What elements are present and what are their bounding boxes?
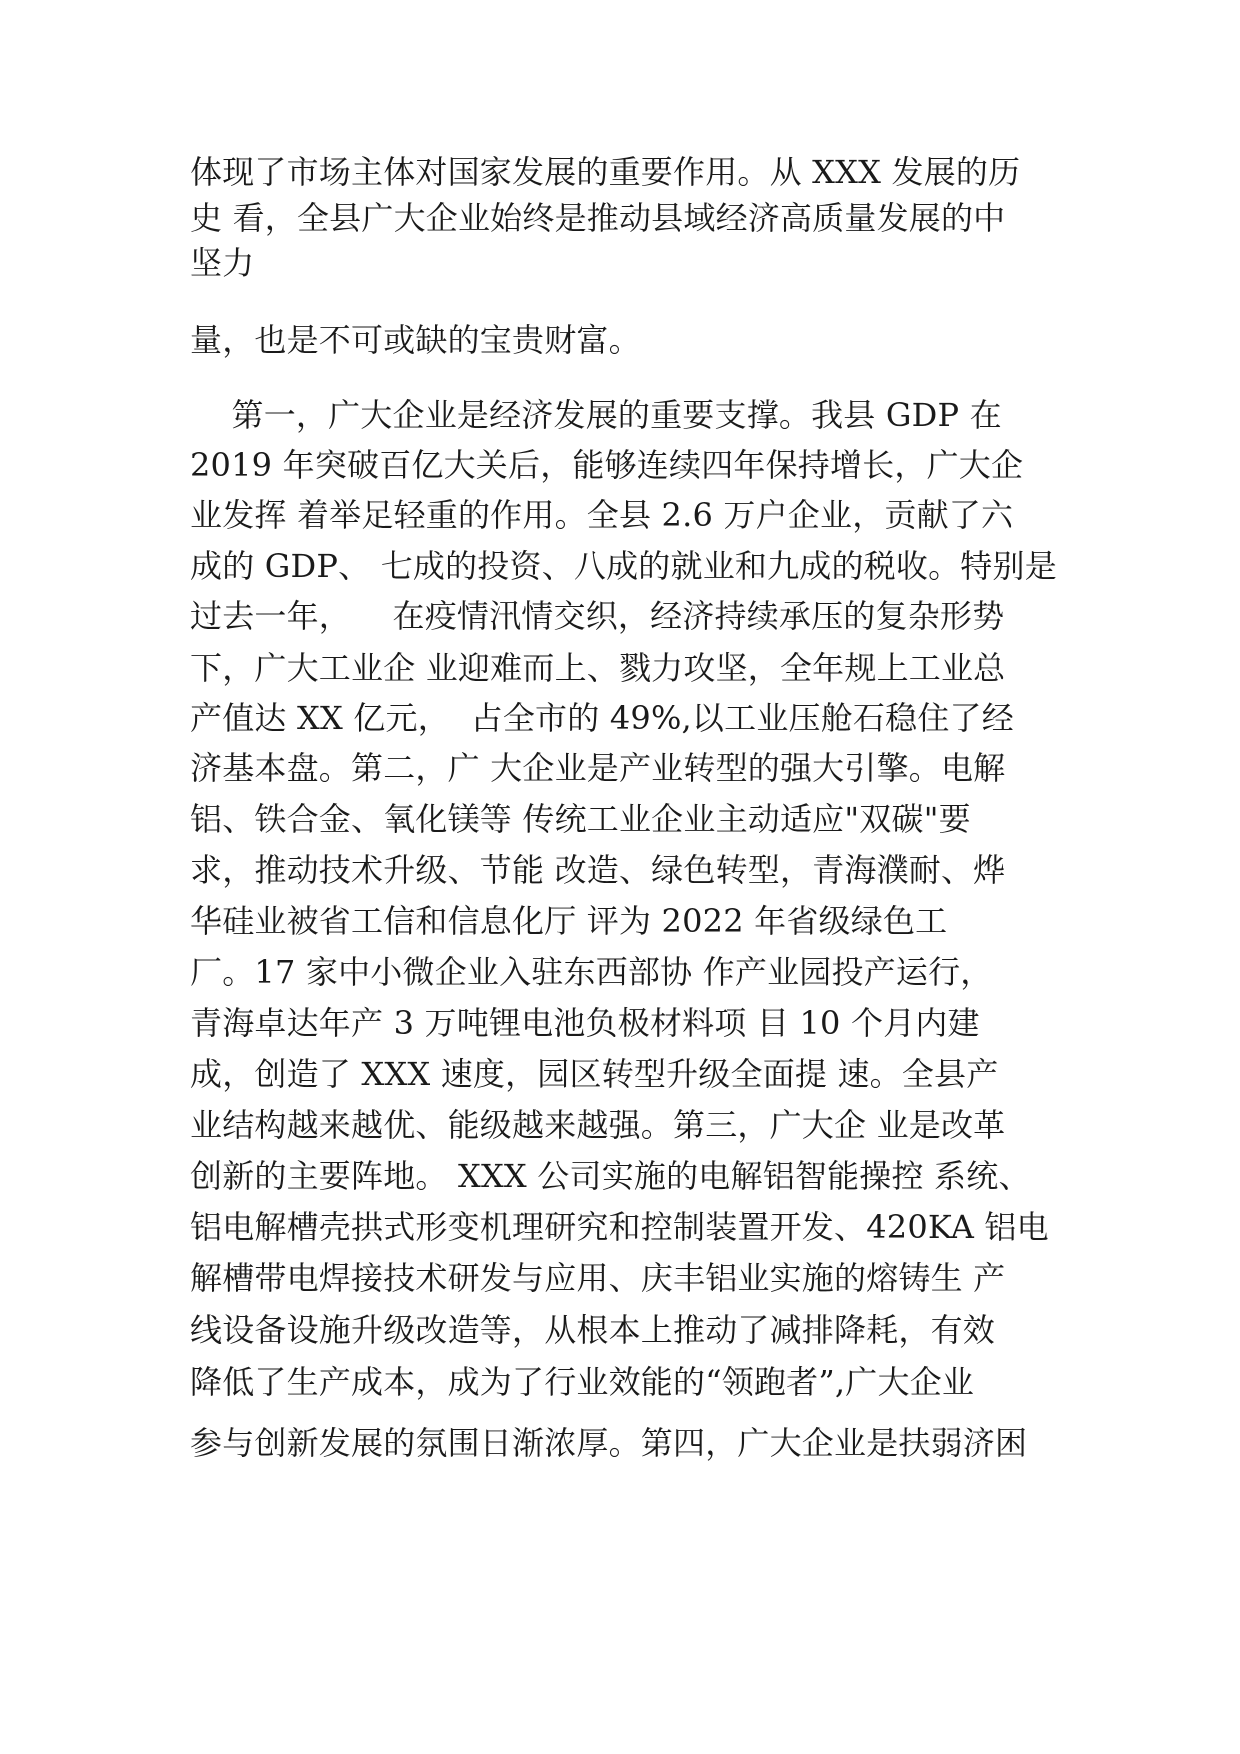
- text-line: 线设备设施升级改造等，从根本上推动了减排降耗，有效: [190, 1311, 996, 1349]
- text-line: 解槽带电焊接技术研发与应用、庆丰铝业实施的熔铸生 产: [190, 1259, 1006, 1297]
- text-line: 下，广大工业企 业迎难而上、戮力攻坚，全年规上工业总: [190, 649, 1006, 687]
- text-line: 量，也是不可或缺的宝贵财富。: [190, 321, 641, 359]
- text-line: 参与创新发展的氛围日渐浓厚。第四，广大企业是扶弱济困: [190, 1424, 1028, 1462]
- text-line: 史 看，全县广大企业始终是推动县域经济高质量发展的中: [190, 199, 1006, 237]
- text-line: 体现了市场主体对国家发展的重要作用。从 XXX 发展的历: [190, 153, 1021, 191]
- text-line: 创新的主要阵地。 XXX 公司实施的电解铝智能操控 系统、: [190, 1157, 1031, 1195]
- text-line: 铝、铁合金、氧化镁等 传统工业企业主动适应"双碳"要: [190, 800, 971, 838]
- text-line: 铝电解槽壳拱式形变机理研究和控制装置开发、420KA 铝电: [190, 1208, 1049, 1246]
- text-line: 过去一年， 在疫情汛情交织，经济持续承压的复杂形势: [190, 597, 1005, 635]
- text-line: 产值达 XX 亿元， 占全市的 49%,以工业压舱石稳住了经: [190, 699, 1014, 737]
- text-line: 坚力: [190, 244, 255, 282]
- text-line: 成，创造了 XXX 速度，园区转型升级全面提 速。全县产: [190, 1055, 999, 1093]
- text-line: 降低了生产成本，成为了行业效能的“领跑者”,广大企业: [190, 1363, 975, 1401]
- text-line: 业发挥 着举足轻重的作用。全县 2.6 万户企业，贡献了六: [190, 496, 1014, 534]
- text-line: 业结构越来越优、能级越来越强。第三，广大企 业是改革: [190, 1106, 1006, 1144]
- text-line: 青海卓达年产 3 万吨锂电池负极材料项 目 10 个月内建: [190, 1004, 980, 1042]
- text-line: 2019 年突破百亿大关后，能够连续四年保持增长，广大企: [190, 446, 1024, 484]
- text-line: 厂。17 家中小微企业入驻东西部协 作产业园投产运行，: [190, 953, 993, 991]
- text-line: 第一，广大企业是经济发展的重要支撑。我县 GDP 在: [190, 396, 1002, 434]
- text-line: 济基本盘。第二，广 大企业是产业转型的强大引擎。电解: [190, 749, 1006, 787]
- text-line: 成的 GDP、 七成的投资、八成的就业和九成的税收。特别是: [190, 547, 1057, 585]
- text-line: 求，推动技术升级、节能 改造、绿色转型，青海濮耐、烨: [190, 851, 1006, 889]
- text-line: 华硅业被省工信和信息化厅 评为 2022 年省级绿色工: [190, 902, 948, 940]
